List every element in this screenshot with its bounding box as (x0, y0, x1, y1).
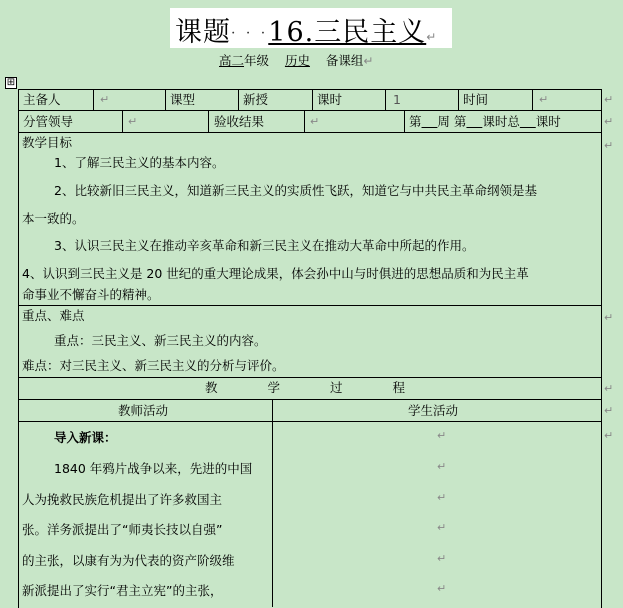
preparer-label: 主备人 (23, 92, 61, 107)
goal-4-cont: 命事业不懈奋斗的精神。 (22, 287, 160, 302)
goal-2-cont: 本一致的。 (22, 211, 85, 226)
leader-label: 分管领导 (23, 114, 74, 129)
hours-label: 课时 (317, 92, 343, 107)
teacher-line-4: 的主张，以康有为为代表的资产阶级维 (22, 553, 235, 568)
hours-value: 1 (393, 92, 401, 107)
page-title: 课题· · ·16.三民主义↵ (175, 17, 438, 48)
teacher-line-5: 新派提出了实行“君主立宪”的主张， (22, 583, 223, 598)
table-move-handle[interactable]: ⊞ (6, 77, 16, 88)
check-label: 验收结果 (214, 114, 265, 129)
teacher-column-header: 教师活动 (118, 403, 169, 418)
student-column-header: 学生活动 (408, 403, 459, 418)
subtitle: 高二年级 历史 备课组↵ (219, 53, 374, 68)
keypoints-heading: 重点、难点 (22, 308, 85, 323)
teacher-line-2: 人为挽救民族危机提出了许多救国主 (22, 492, 223, 507)
goals-heading: 教学目标 (22, 135, 73, 150)
lesson-type-label: 课型 (170, 92, 196, 107)
goal-1: 1、了解三民主义的基本内容。 (54, 155, 225, 170)
week-lesson-info: 第 周 第 课时总 课时 (409, 114, 561, 129)
intro-heading: 导入新课： (54, 430, 117, 445)
teacher-line-3: 张。洋务派提出了“师夷长技以自强” (22, 522, 223, 537)
keypoint-key: 重点：三民主义、新三民主义的内容。 (54, 333, 267, 348)
keypoint-difficulty: 难点：对三民主义、新三民主义的分析与评价。 (22, 358, 285, 373)
lesson-type-value: 新授 (243, 92, 269, 107)
goal-3: 3、认识三民主义在推动辛亥革命和新三民主义在推动大革命中所起的作用。 (54, 238, 475, 253)
process-heading: 教 学 过 程 (205, 380, 406, 395)
time-label: 时间 (463, 92, 489, 107)
teacher-line-1: 1840 年鸦片战争以来，先进的中国 (54, 461, 253, 476)
goal-2: 2、比较新旧三民主义，知道新三民主义的实质性飞跃，知道它与中共民主革命纲领是基 (54, 183, 537, 198)
goal-4: 4、认识到三民主义是 20 世纪的重大理论成果，体会孙中山与时俱进的思想品质和为民主革 (22, 266, 529, 281)
